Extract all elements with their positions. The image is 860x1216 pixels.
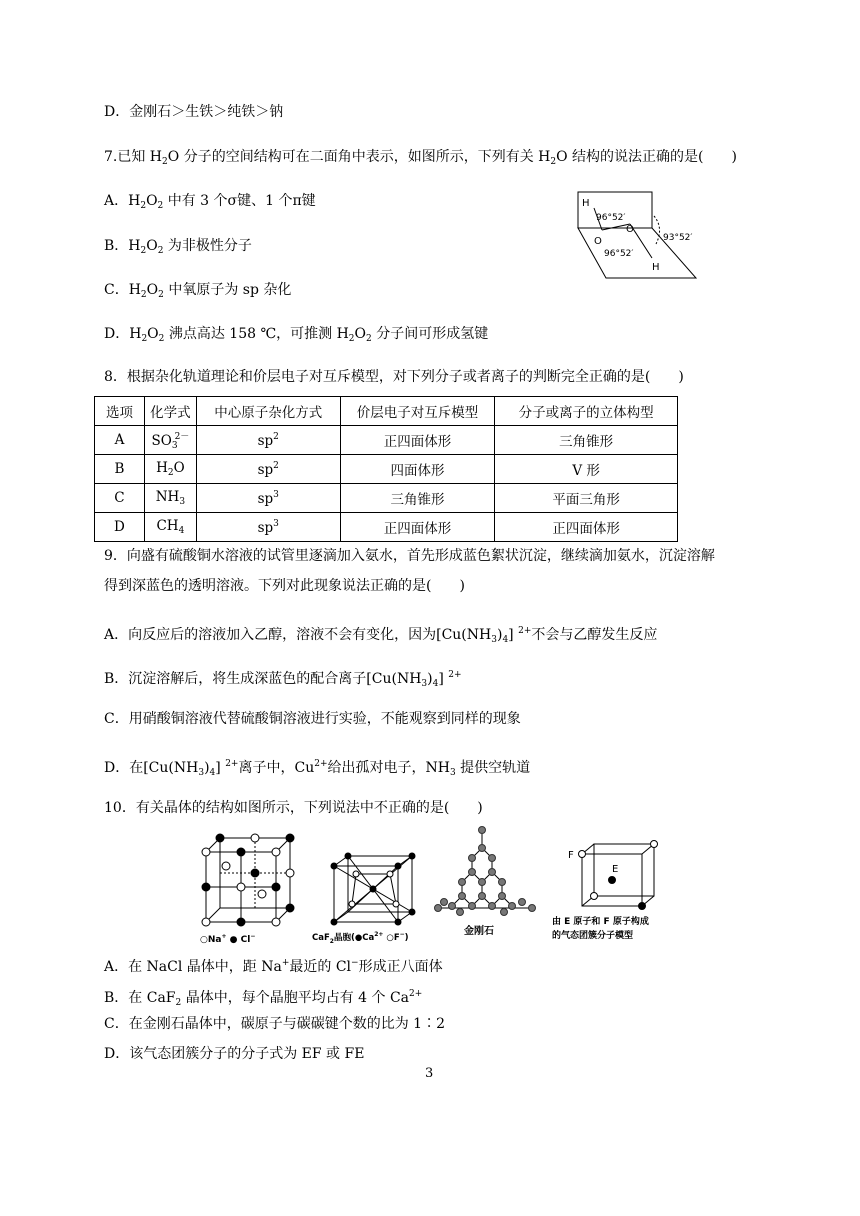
h-atom-label-1: H <box>582 198 590 209</box>
option-cell: D <box>95 513 145 542</box>
nacl-crystal-figure <box>196 826 300 948</box>
q9-stem-line-2: 得到深蓝色的透明溶液。下列对此现象说法正确的是( ) <box>104 578 465 594</box>
h2o2-dihedral-figure <box>566 186 706 284</box>
angle-label-3: 93°52′ <box>663 233 693 243</box>
q9-option-c: C．用硝酸铜溶液代替硫酸铜溶液进行实验，不能观察到同样的现象 <box>104 711 521 727</box>
option-cell: B <box>95 455 145 484</box>
hybridization-cell: $sp^2$ <box>196 455 340 484</box>
e-atom-label: E <box>612 864 619 875</box>
table-row <box>95 484 678 513</box>
shape-cell: 正四面体形 <box>495 513 678 542</box>
q7-option-b: B．$H_2O_2$ 为非极性分子 <box>104 238 252 256</box>
q7-stem: 7.已知 $H_2O$ 分子的空间结构可在二面角中表示，如图所示，下列有关 $H_2O$ 结构的说法正确的是( ) <box>104 149 737 167</box>
option-cell: A <box>95 426 145 455</box>
formula-cell: $H_2O$ <box>144 455 196 484</box>
f-atom-label: F <box>568 850 574 861</box>
formula-cell: $SO_3^{2-}$ <box>144 426 196 455</box>
table-header: 化学式 <box>144 397 196 426</box>
vsepr-cell: 正四面体形 <box>340 513 495 542</box>
diamond-crystal-figure <box>430 822 542 942</box>
q10-option-c: C．在金刚石晶体中，碳原子与碳碳键个数的比为 1∶2 <box>104 1016 445 1032</box>
shape-cell: 平面三角形 <box>495 484 678 513</box>
q10-option-a: A．在 NaCl 晶体中，距 Na+最近的 Cl−形成正八面体 <box>104 958 443 975</box>
o-atom-label-1: O <box>626 224 634 235</box>
q9-option-d: D．在$[Cu(NH_3)_4]$ $^{2+}$离子中，$Cu^{2+}$给出孤对电子，$NH_3$ 提供空轨道 <box>104 759 531 778</box>
q9-option-a: A．向反应后的溶液加入乙醇，溶液不会有变化，因为$[Cu(NH_3)_4]$ $^{2+}$不会与乙醇发生反应 <box>104 626 658 645</box>
ef-cluster-figure <box>552 838 668 946</box>
hybridization-cell: $sp^2$ <box>196 426 340 455</box>
q10-option-d: D．该气态团簇分子的分子式为 EF 或 FE <box>104 1046 365 1062</box>
table-header: 价层电子对互斥模型 <box>340 397 495 426</box>
ef-caption-line-2: 的气态团簇分子模型 <box>552 931 634 941</box>
vsepr-cell: 四面体形 <box>340 455 495 484</box>
angle-label-1: 96°52′ <box>596 213 626 223</box>
table-row <box>95 426 678 455</box>
o-atom-label-2: O <box>594 236 602 247</box>
hybridization-cell: $sp^3$ <box>196 513 340 542</box>
q7-option-d: D．$H_2O_2$ 沸点高达 158 ℃，可推测 $H_2O_2$ 分子间可形成氢键 <box>104 326 489 344</box>
page-number: 3 <box>425 1066 434 1081</box>
formula-cell: $CH_4$ <box>144 513 196 542</box>
diamond-label: 金刚石 <box>464 926 494 937</box>
table-row <box>95 455 678 484</box>
shape-cell: 三角锥形 <box>495 426 678 455</box>
q8-options-table <box>94 396 678 542</box>
ef-caption-line-1: 由 E 原子和 F 原子构成 <box>552 917 649 927</box>
q9-option-b: B．沉淀溶解后，将生成深蓝色的配合离子$[Cu(NH_3)_4]$ $^{2+}$ <box>104 670 462 689</box>
q9-stem-line-1: 9．向盛有硫酸铜水溶液的试管里逐滴加入氨水，首先形成蓝色絮状沉淀，继续滴加氨水，沉淀溶解 <box>104 548 715 564</box>
option-cell: C <box>95 484 145 513</box>
hybridization-cell: $sp^3$ <box>196 484 340 513</box>
shape-cell: V 形 <box>495 455 678 484</box>
vsepr-cell: 正四面体形 <box>340 426 495 455</box>
table-header: 中心原子杂化方式 <box>196 397 340 426</box>
q6-option-d: D．金刚石＞生铁＞纯铁＞钠 <box>104 104 284 120</box>
caf2-crystal-figure <box>312 852 428 948</box>
caf2-legend: CaF$_2$晶胞($●Ca^{2+}$ ○F−) <box>312 931 409 945</box>
formula-cell: $NH_3$ <box>144 484 196 513</box>
h-atom-label-2: H <box>652 262 660 273</box>
nacl-legend: ○Na+ ● Cl− <box>200 933 256 945</box>
q10-option-b: B．在 CaF$_2$ 晶体中，每个晶胞平均占有 4 个 $Ca^{2+}$ <box>104 989 423 1008</box>
vsepr-cell: 三角锥形 <box>340 484 495 513</box>
q10-stem: 10．有关晶体的结构如图所示，下列说法中不正确的是( ) <box>104 800 483 816</box>
table-row <box>95 513 678 542</box>
q7-option-a: A．$H_2O_2$ 中有 3 个σ键、1 个π键 <box>104 193 316 211</box>
table-header: 分子或离子的立体构型 <box>495 397 678 426</box>
table-header: 选项 <box>95 397 145 426</box>
table-header-row <box>95 397 678 426</box>
q8-stem: 8．根据杂化轨道理论和价层电子对互斥模型，对下列分子或者离子的判断完全正确的是( ) <box>104 369 684 385</box>
angle-label-2: 96°52′ <box>604 249 634 259</box>
q7-option-c: C．$H_2O_2$ 中氧原子为 sp 杂化 <box>104 282 292 300</box>
